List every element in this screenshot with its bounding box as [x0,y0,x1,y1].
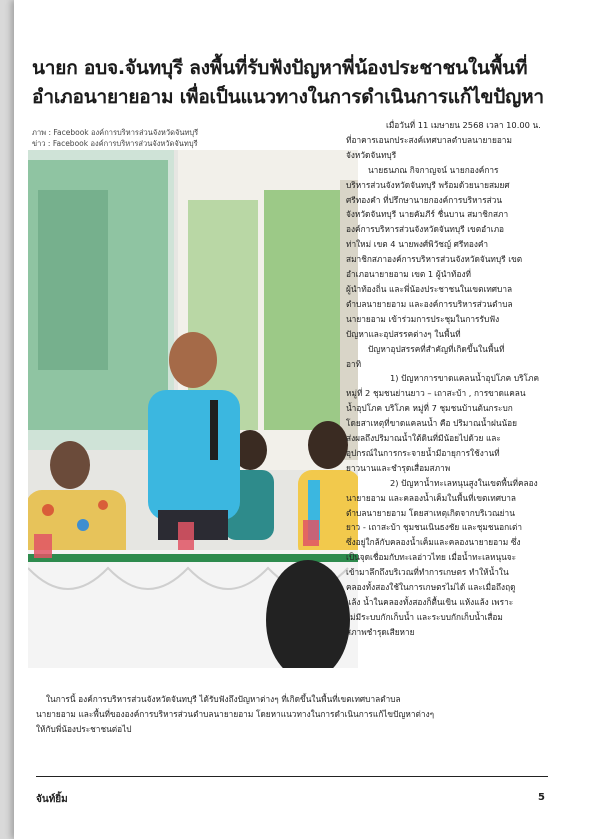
body-line: 2) ปัญหาน้ำทะเลหนุนสูงในเขตพื้นที่คลอง [390,477,538,488]
body-line: นายธนภณ กิจกาญจน์ นายกองค์การ [368,164,499,175]
body-line: สภาพชำรุดเสียหาย [346,626,415,637]
closing-line: นายายอาม และพื้นที่ขององค์การบริหารส่วนตำบลนายายอาม โดยหาแนวทางในการดำเนินการแก้ไขปัญหาต่างๆ [36,709,435,719]
body-line: จังหวัดจันทบุรี นายคัมภีร์ ชื่นบาน สมาชิกสภา [346,209,509,220]
body-line: นายายอาม และคลองน้ำเค็มในพื้นที่เขตเทศบาล [346,492,517,503]
body-line: อุปกรณ์ในการกระจายน้ำมีอายุการใช้งานที่ [346,447,500,458]
footer-divider [36,776,548,777]
body-line: สมาชิกสภาองค์การบริหารส่วนจังหวัดจันทบุรี เขต [346,254,523,265]
credit-photo: ภาพ : Facebook องค์การบริหารส่วนจังหวัดจันทบุรี [32,128,199,137]
credit-news: ข่าว : Facebook องค์การบริหารส่วนจังหวัดจันทบุรี [32,139,198,148]
body-line: แล้ง น้ำในคลองทั้งสองก็ตื้นเขิน แห้งแล้ง เพราะ [346,597,514,607]
body-line: ตำบลนายายอาม โดยสาเหตุเกิดจากบริเวณย่าน [346,507,515,518]
magazine-page [14,0,592,839]
body-line: ผู้นำท้องถิ่น และพี่น้องประชาชนในเขตเทศบาล [346,283,513,294]
photo-credits [32,127,332,149]
body-line: อำเภอนายายอาม เขต 1 ผู้นำท้องที่ [346,269,472,280]
body-line: โดยสาเหตุที่ขาดแคลนน้ำ คือ ปริมาณน้ำฝนน้อย [346,418,518,429]
body-line: ท่าใหม่ เขต 4 นายพงศ์พิวัชญ์ ศรีทองคำ [346,239,489,250]
body-line: ที่อาคารเอนกประสงค์เทศบาลตำบลนายายอาม [346,134,512,145]
body-line: คลองทั้งสองใช้ในการเกษตรไม่ได้ และเมื่อถึงฤดู [346,582,516,593]
body-line: ปัญหาและอุปสรรคต่างๆ ในพื้นที่ [346,328,461,339]
body-line: จังหวัดจันทบุรี [346,149,397,160]
body-line: เข้ามาลึกถึงบริเวณที่ทำการเกษตร ทำให้น้ำใน [346,567,509,578]
body-line: ยาว - เถาสะบ้า ชุมชนเนินธงชัย และชุมชนอกเต่า [346,522,523,533]
headline-line-1: นายก อบจ.จันทบุรี ลงพื้นที่รับฟังปัญหาพี่น้องประชาชนในพื้นที่ [32,57,528,79]
body-line: อาทิ [346,358,362,369]
article-headline [32,54,584,112]
article-closing-paragraph [36,692,584,737]
body-line: น้ำอุปโภค บริโภค หมู่ที่ 7 ชุมชนบ้านต้นกระบก [346,403,513,414]
body-line: ศรีทองคำ ที่ปรึกษานายกองค์การบริหารส่วน [346,194,503,205]
body-line: 1) ปัญหาการขาดแคลนน้ำอุปโภค บริโภค [390,373,540,384]
body-line: บริหารส่วนจังหวัดจันทบุรี พร้อมด้วยนายสมยศ [346,179,510,190]
body-line: องค์การบริหารส่วนจังหวัดจันทบุรี เขตอำเภอ [346,224,505,235]
body-line: ส่งผลถึงปริมาณน้ำใต้ดินที่มีน้อยไปด้วย และ [346,433,501,444]
body-line: ตำบลนายายอาม และองค์การบริหารส่วนตำบล [346,298,513,309]
article-body-column [346,118,578,640]
body-line: ปัญหาอุปสรรคที่สำคัญที่เกิดขึ้นในพื้นที่ [368,343,505,354]
closing-line: ให้กับพี่น้องประชาชนต่อไป [36,724,132,734]
article-photo [28,150,358,668]
body-line: เป็นจุดเชื่อมกับทะเลอ่าวไทย เมื่อน้ำทะเลหนุนจะ [346,552,517,563]
body-line: ไม่มีระบบกักเก็บน้ำ และระบบกักเก็บน้ำเสื่อม [346,611,503,622]
body-line: ซึ่งอยู่ใกล้กับคลองน้ำเค็มและคลองนายายอาม ซึ่ง [346,537,521,548]
body-line: ยาวนานและชำรุดเสื่อมสภาพ [346,462,451,473]
headline-line-2: อำเภอนายายอาม เพื่อเป็นแนวทางในการดำเนินการแก้ไขปัญหา [32,86,544,108]
closing-line: ในการนี้ องค์การบริหารส่วนจังหวัดจันทบุรี ได้รับฟังถึงปัญหาต่างๆ ที่เกิดขึ้นในพื้นที่เขตเทศบาลตำบล [46,694,401,704]
body-line: หมู่ที่ 2 ชุมชนย่านยาว – เถาสะบ้า , การขาดแคลน [346,388,526,399]
page-number: 5 [538,792,545,803]
body-line: นายายอาม เข้าร่วมการประชุมในการรับฟัง [346,313,500,324]
body-line: เมื่อวันที่ 11 เมษายน 2568 เวลา 10.00 น. [386,120,541,130]
footer-magazine-name: จันท์ยิ้ม [36,794,68,805]
meeting-photo-illustration [28,150,358,668]
